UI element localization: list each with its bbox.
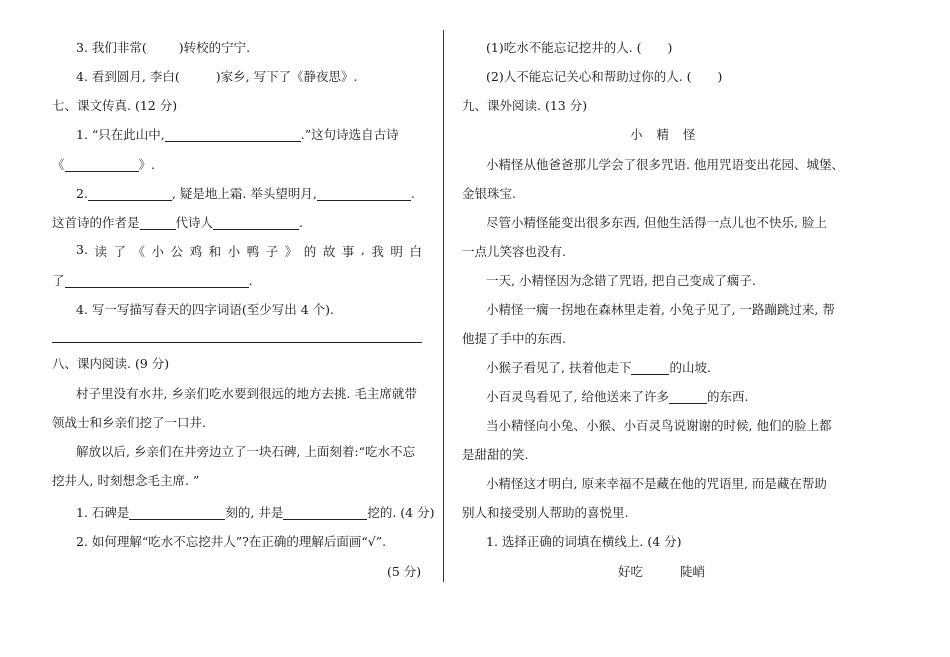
answer-blank[interactable] (140, 215, 176, 230)
answer-blank[interactable] (129, 505, 225, 520)
score-label: (5 分) (387, 564, 422, 579)
story-paragraph: 小精怪一瘸一拐地在森林里走着, 小兔子见了, 一路蹦跳过来, 帮 (486, 302, 835, 317)
story-paragraph-blank: 小百灵鸟看见了, 给他送来了许多 的东西. (486, 389, 749, 404)
answer-blank[interactable] (283, 505, 367, 520)
s7-question-3-line2: 了 . (52, 273, 253, 288)
option-1: (1)吃水不能忘记挖井的人. ( ) (486, 40, 673, 55)
s7-question-2: 2. , 疑是地上霜. 举头望明月, . (76, 186, 415, 201)
story-paragraph: 小精怪这才明白, 原来幸福不是藏在他的咒语里, 而是藏在帮助 (486, 476, 827, 491)
story-paragraph: 尽管小精怪能变出很多东西, 但他生活得一点儿也不快乐, 脸上 (486, 215, 827, 230)
s7-question-1: 1. “只在此山中, .”这句诗选自古诗 (76, 127, 399, 142)
section-7-title: 七、课文传真. (12 分) (52, 98, 178, 113)
answer-blank[interactable] (65, 157, 139, 172)
story-paragraph-blank: 小猴子看见了, 扶着他走下 的山坡. (486, 360, 711, 375)
fill-question-3: 3. 我们非常( )转校的宁宁. (76, 40, 251, 55)
answer-blank[interactable] (213, 215, 299, 230)
answer-line[interactable] (52, 342, 422, 343)
answer-blank[interactable] (88, 186, 172, 201)
passage-paragraph-cont: 领战士和乡亲们挖了一口井. (52, 415, 206, 430)
s7-question-2-line2: 这首诗的作者是 代诗人 . (52, 215, 304, 230)
word-choice-1: 好吃 (618, 564, 644, 579)
story-paragraph-cont: 一点儿笑容也没有. (462, 244, 566, 259)
story-paragraph-cont: 金银珠宝. (462, 186, 516, 201)
story-title: 小 精 怪 (630, 127, 696, 142)
s7-question-3: 3. 读 了 《 小 公 鸡 和 小 鸭 子 》 的 故 事 , 我 明 白 (76, 242, 422, 259)
answer-blank[interactable] (317, 186, 411, 201)
word-choice-2: 陡峭 (680, 564, 706, 579)
passage-paragraph: 村子里没有水井, 乡亲们吃水要到很远的地方去挑. 毛主席就带 (76, 386, 417, 401)
answer-blank[interactable] (631, 360, 669, 375)
story-paragraph-cont: 他提了手中的东西. (462, 331, 566, 346)
answer-blank[interactable] (669, 389, 707, 404)
section-8-title: 八、课内阅读. (9 分) (52, 356, 170, 371)
story-paragraph-cont: 是甜甜的笑. (462, 447, 529, 462)
story-paragraph-cont: 别人和接受别人帮助的喜悦里. (462, 505, 629, 520)
s7-question-4: 4. 写一写描写春天的四字词语(至少写出 4 个). (76, 302, 335, 317)
story-paragraph: 小精怪从他爸爸那儿学会了很多咒语. 他用咒语变出花园、城堡、 (486, 157, 844, 172)
fill-question-4: 4. 看到圆月, 李白( )家乡, 写下了《静夜思》. (76, 69, 358, 84)
passage-paragraph: 解放以后, 乡亲们在井旁边立了一块石碑, 上面刻着:“吃水不忘 (76, 444, 415, 459)
story-paragraph: 一天, 小精怪因为念错了咒语, 把自己变成了瘸子. (486, 273, 756, 288)
column-divider (443, 30, 444, 582)
s8-question-2: 2. 如何理解“吃水不忘挖井人”?在正确的理解后面画“√”. (76, 534, 387, 549)
answer-blank[interactable] (165, 127, 301, 142)
s7-question-1-line2: 《 》. (52, 157, 155, 172)
passage-paragraph-cont: 挖井人, 时刻想念毛主席. ” (52, 473, 200, 488)
section-9-title: 九、课外阅读. (13 分) (462, 98, 588, 113)
story-paragraph: 当小精怪向小兔、小猴、小百灵鸟说谢谢的时候, 他们的脸上都 (486, 418, 832, 433)
s8-question-1: 1. 石碑是 刻的, 井是 挖的. (4 分) (76, 505, 435, 520)
s9-question-1: 1. 选择正确的词填在横线上. (4 分) (486, 534, 682, 549)
option-2: (2)人不能忘记关心和帮助过你的人. ( ) (486, 69, 723, 84)
answer-blank[interactable] (65, 273, 249, 288)
